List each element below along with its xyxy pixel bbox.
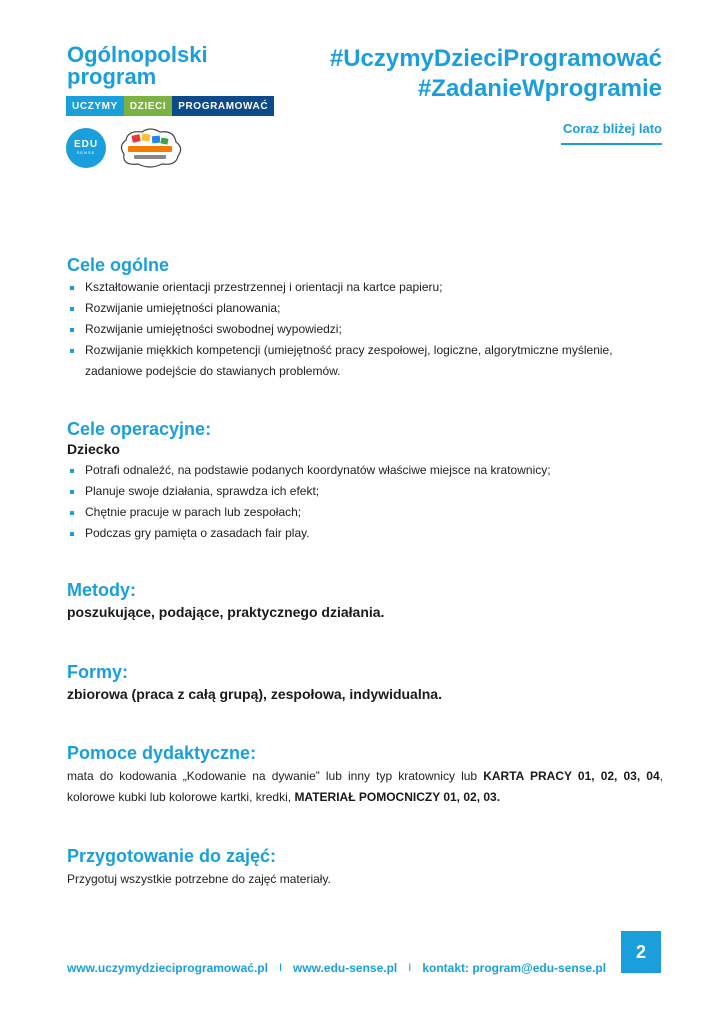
list-item: Podczas gry pamięta o zasadach fair play. xyxy=(67,523,667,544)
pomoce-karta-pracy: KARTA PRACY 01, 02, 03, 04 xyxy=(483,769,660,783)
program-title xyxy=(67,44,267,88)
section-heading-metody: Metody: xyxy=(67,580,136,600)
footer-separator: I xyxy=(278,962,283,974)
section-heading-cele-ogolne: Cele ogólne xyxy=(67,255,170,275)
lesson-subtitle: Coraz bliżej lato xyxy=(563,121,662,136)
footer xyxy=(67,961,606,975)
kodowanie-na-dywanie-logo xyxy=(116,126,184,168)
list-item: Planuje swoje działania, sprawdza ich efekt; xyxy=(67,481,667,502)
formy-text: zbiorowa (praca z całą grupą), zespołowa, indywidualna. xyxy=(67,686,442,702)
subtitle-underline xyxy=(561,143,662,145)
pomoce-text-part1: mata do kodowania „Kodowanie na dywanie” lub inny typ kratownicy lub xyxy=(67,769,484,783)
section-heading-formy: Formy: xyxy=(67,662,129,682)
list-item: Potrafi odnaleźć, na podstawie podanych koordynatów właściwe miejsce na kratownicy; xyxy=(67,460,667,481)
hashtag-zadanie: #ZadanieWprogramie xyxy=(417,75,662,102)
pomoce-text-part2: , kolorowe kubki lub kolorowe kartki, kredki, xyxy=(67,769,663,804)
pomoce-material: MATERIAŁ POMOCNICZY 01, 02, 03. xyxy=(294,790,501,804)
footer-link-uczymy[interactable]: www.uczymydzieciprogramować.pl xyxy=(67,961,268,975)
badge-segment-dzieci: DZIECI xyxy=(124,96,172,116)
edu-sense-logo xyxy=(66,128,106,168)
list-item: Chętnie pracuje w parach lub zespołach; xyxy=(67,502,667,523)
edu-logo-text: EDU xyxy=(73,139,99,150)
footer-link-edu-sense[interactable]: www.edu-sense.pl xyxy=(293,961,398,975)
przygotowanie-text: Przygotuj wszystkie potrzebne do zajęć materiały. xyxy=(67,872,331,886)
footer-contact-email[interactable]: kontakt: program@edu-sense.pl xyxy=(422,961,607,975)
badge-segment-uczymy: UCZYMY xyxy=(66,96,124,116)
hashtag-uczymy: #UczymyDzieciProgramować xyxy=(329,45,662,72)
program-title-line1: Ogólnopolski xyxy=(67,42,208,67)
section-heading-cele-operacyjne: Cele operacyjne: xyxy=(67,419,212,439)
pomoce-text xyxy=(67,766,663,808)
cele-ogolne-list xyxy=(67,277,667,382)
list-item: Rozwijanie miękkich kompetencji (umiejętność pracy zespołowej, logiczne, algorytmiczne myślenie, zadaniowe podejście do stawianych problemów. xyxy=(67,340,667,382)
section-heading-pomoce: Pomoce dydaktyczne: xyxy=(67,743,257,763)
cele-operacyjne-list xyxy=(67,460,667,544)
footer-separator: I xyxy=(408,962,412,974)
page-number: 2 xyxy=(621,931,661,973)
program-title-line2: program xyxy=(67,64,157,89)
section-heading-przygotowanie: Przygotowanie do zajęć: xyxy=(67,846,277,866)
badge-segment-programowac: PROGRAMOWAĆ xyxy=(172,96,274,116)
subheading-dziecko: Dziecko xyxy=(67,441,120,457)
hashtags xyxy=(330,44,662,104)
list-item: Kształtowanie orientacji przestrzennej i orientacji na kartce papieru; xyxy=(67,277,667,298)
program-badge xyxy=(66,96,274,116)
list-item: Rozwijanie umiejętności planowania; xyxy=(67,298,667,319)
metody-text: poszukujące, podające, praktycznego działania. xyxy=(67,604,385,620)
edu-logo-subtext: SENSE xyxy=(76,150,96,155)
list-item: Rozwijanie umiejętności swobodnej wypowiedzi; xyxy=(67,319,667,340)
